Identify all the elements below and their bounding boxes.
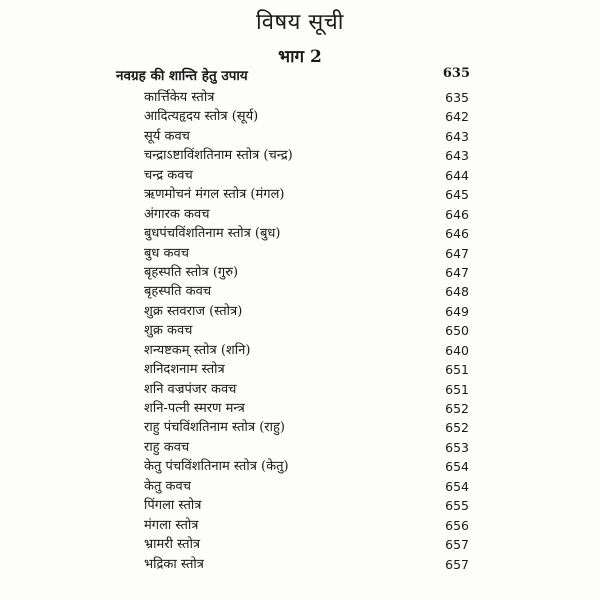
table-of-contents <box>144 88 469 574</box>
toc-entry-page-number: 648 <box>445 284 469 300</box>
toc-entry <box>144 418 469 437</box>
toc-entry-title: अंगारक कवच <box>144 206 210 222</box>
toc-entry <box>144 360 469 379</box>
toc-entry-page-number: 643 <box>445 128 469 144</box>
part-heading: भाग 2 <box>278 47 322 67</box>
toc-entry-title: शनि-पत्नी स्मरण मन्त्र <box>144 401 245 416</box>
toc-entry-page-number: 647 <box>445 264 469 280</box>
toc-entry <box>144 88 469 107</box>
toc-entry <box>144 244 469 263</box>
toc-entry <box>144 457 469 476</box>
toc-entry <box>144 185 469 204</box>
section-header <box>116 66 470 86</box>
toc-entry <box>144 282 469 301</box>
toc-entry-page-number: 647 <box>445 245 469 261</box>
toc-entry-page-number: 652 <box>445 401 469 416</box>
toc-entry-page-number: 646 <box>445 206 469 222</box>
toc-entry <box>144 341 469 360</box>
toc-entry <box>144 399 469 418</box>
toc-entry-page-number: 655 <box>445 498 469 514</box>
toc-entry <box>144 146 469 165</box>
toc-entry-title: केतु कवच <box>144 478 191 494</box>
toc-entry-page-number: 657 <box>445 537 469 553</box>
toc-entry-title: भ्रामरी स्तोत्र <box>144 537 201 553</box>
toc-entry-page-number: 642 <box>445 109 469 125</box>
toc-entry-page-number: 654 <box>445 478 469 494</box>
toc-entry-title: शन्यष्टकम् स्तोत्र (शनि) <box>144 342 251 358</box>
toc-entry-title: कार्त्तिकेय स्तोत्र <box>144 90 215 105</box>
toc-entry-page-number: 652 <box>445 420 469 436</box>
toc-entry-page-number: 646 <box>445 226 469 242</box>
toc-entry-page-number: 650 <box>445 323 469 339</box>
toc-entry-title: राहु कवच <box>144 439 190 455</box>
toc-entry-page-number: 643 <box>445 148 469 164</box>
toc-entry <box>144 496 469 515</box>
toc-entry-title: शनिदशनाम स्तोत्र <box>144 362 225 378</box>
toc-entry-title: मंगला स्तोत्र <box>144 517 199 533</box>
toc-entry-title: बुधपंचविंशतिनाम स्तोत्र (बुध) <box>144 226 281 242</box>
toc-entry-title: चन्द्र कवच <box>144 167 193 183</box>
toc-entry <box>144 380 469 399</box>
toc-entry-title: आदित्यहृदय स्तोत्र (सूर्य) <box>144 109 259 125</box>
toc-entry-title: भद्रिका स्तोत्र <box>144 556 204 572</box>
toc-entry-title: बृहस्पति स्तोत्र (गुरु) <box>144 264 239 280</box>
toc-entry-page-number: 651 <box>445 381 469 397</box>
toc-entry-title: बृहस्पति कवच <box>144 284 212 300</box>
toc-entry-page-number: 657 <box>445 556 469 572</box>
toc-entry-title: शुक्र कवच <box>144 323 193 339</box>
toc-entry <box>144 224 469 243</box>
toc-entry-page-number: 640 <box>445 342 469 358</box>
section-page-number: 635 <box>442 66 470 81</box>
toc-entry <box>144 205 469 224</box>
toc-entry <box>144 263 469 282</box>
toc-entry-title: चन्द्राऽष्टाविंशतिनाम स्तोत्र (चन्द्र) <box>144 148 293 164</box>
toc-entry-page-number: 656 <box>445 517 469 533</box>
toc-entry <box>144 127 469 146</box>
toc-entry <box>144 107 469 126</box>
toc-entry-title: सूर्य कवच <box>144 128 190 144</box>
toc-entry-page-number: 645 <box>445 187 469 203</box>
toc-entry-page-number: 651 <box>445 362 469 378</box>
toc-entry-title: बुध कवच <box>144 245 190 261</box>
toc-entry-page-number: 635 <box>445 90 469 105</box>
toc-entry <box>144 438 469 457</box>
toc-entry-title: केतु पंचविंशतिनाम स्तोत्र (केतु) <box>144 459 289 475</box>
toc-entry-page-number: 649 <box>445 303 469 319</box>
toc-entry-page-number: 644 <box>445 167 469 183</box>
toc-entry <box>144 516 469 535</box>
toc-entry <box>144 302 469 321</box>
toc-entry-page-number: 653 <box>445 439 469 455</box>
toc-entry-title: पिंगला स्तोत्र <box>144 498 202 514</box>
toc-entry <box>144 555 469 574</box>
toc-entry-title: शुक्र स्तवराज (स्तोत्र) <box>144 303 243 319</box>
toc-entry-title: शनि वज्रपंजर कवच <box>144 381 237 397</box>
toc-entry <box>144 477 469 496</box>
page-title: विषय सूची <box>256 10 344 35</box>
toc-entry <box>144 535 469 554</box>
toc-entry <box>144 166 469 185</box>
toc-entry <box>144 321 469 340</box>
toc-entry-page-number: 654 <box>445 459 469 475</box>
section-title: नवग्रह की शान्ति हेतु उपाय <box>116 68 248 84</box>
toc-entry-title: ऋणमोचनं मंगल स्तोत्र (मंगल) <box>144 187 285 203</box>
toc-entry-title: राहु पंचविंशतिनाम स्तोत्र (राहु) <box>144 420 285 436</box>
